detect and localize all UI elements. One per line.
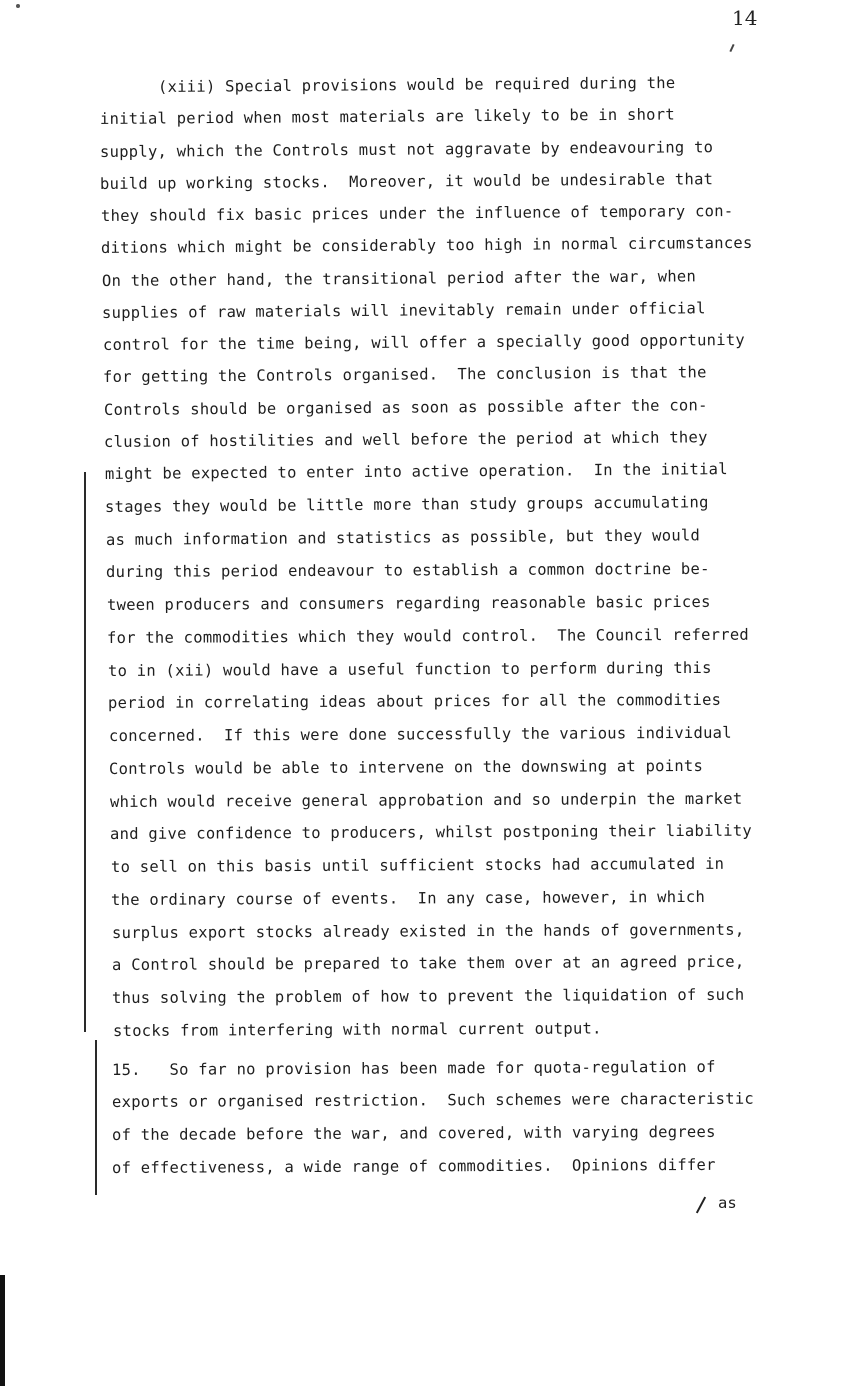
- text-line: thus solving the problem of how to prevent the liquidation of such: [112, 985, 745, 1007]
- text-line: control for the time being, will offer a specially good opportunity: [102, 330, 745, 354]
- text-line: for getting the Controls organised. The conclusion is that the: [103, 363, 708, 387]
- text-line: to in (xii) would have a useful function to perform during this: [107, 658, 712, 680]
- text-line: stocks from interfering with normal current output.: [112, 1019, 602, 1040]
- text-line: On the other hand, the transitional period after the war, when: [101, 266, 697, 290]
- text-line: clusion of hostilities and well before the period at which they: [104, 428, 709, 451]
- text-line: during this period endeavour to establish a common doctrine be-: [106, 560, 710, 582]
- text-line: 15. So far no provision has been made for quota-regulation of: [111, 1057, 716, 1079]
- text-line: which would receive general approbation and so underpin the market: [109, 789, 743, 811]
- corner-mark: [16, 4, 20, 8]
- text-line: stages they would be little more than study groups accumulating: [105, 493, 709, 516]
- pencil-tick-mark: [729, 44, 734, 52]
- text-line: of the decade before the war, and covered, with varying degrees: [111, 1122, 716, 1144]
- text-line: the ordinary course of events. In any case, however, in which: [110, 887, 706, 909]
- margin-bar-section: [95, 1040, 97, 1195]
- text-line: for the commodities which they would control. The Council referred: [107, 625, 750, 647]
- text-line: surplus export stocks already existed in the hands of governments,: [111, 920, 744, 942]
- continuation-mark: [696, 1197, 706, 1214]
- text-line: Controls should be organised as soon as possible after the con-: [103, 395, 708, 419]
- text-line: might be expected to enter into active operation. In the initial: [104, 460, 728, 483]
- text-line: Controls would be able to intervene on the downswing at points: [109, 756, 704, 778]
- text-line: they should fix basic prices under the influence of temporary con-: [100, 202, 734, 225]
- text-line: initial period when most materials are likely to be in short: [99, 105, 675, 129]
- text-line: a Control should be prepared to take them over at an agreed price,: [111, 952, 745, 975]
- text-line: supply, which the Controls must not aggravate by endeavouring to: [99, 137, 714, 161]
- margin-bar-paragraph: [84, 472, 86, 1032]
- text-line: concerned. If this were done successfully the various individual: [108, 723, 732, 745]
- text-line: exports or organised restriction. Such schemes were characteristic: [111, 1089, 755, 1112]
- text-line: period in correlating ideas about prices for all the commodities: [108, 691, 722, 713]
- left-edge-bar: [0, 1275, 5, 1386]
- text-line: to sell on this basis until sufficient stocks had accumulated in: [110, 854, 724, 876]
- text-line: ditions which might be considerably too high in normal circumstances: [101, 234, 754, 258]
- text-line: build up working stocks. Moreover, it would be undesirable that: [100, 169, 714, 193]
- text-line: tween producers and consumers regarding reasonable basic prices: [106, 592, 711, 614]
- continuation-word: as: [718, 1194, 737, 1212]
- text-line: as much information and statistics as possible, but they would: [105, 525, 700, 549]
- text-line: of effectiveness, a wide range of commodities. Opinions differ: [111, 1155, 716, 1177]
- text-line: (xiii) Special provisions would be required during the: [157, 73, 676, 96]
- text-line: supplies of raw materials will inevitably remain under official: [102, 299, 707, 322]
- page-number: 14: [732, 6, 758, 30]
- text-line: and give confidence to producers, whilst postponing their liability: [109, 821, 753, 844]
